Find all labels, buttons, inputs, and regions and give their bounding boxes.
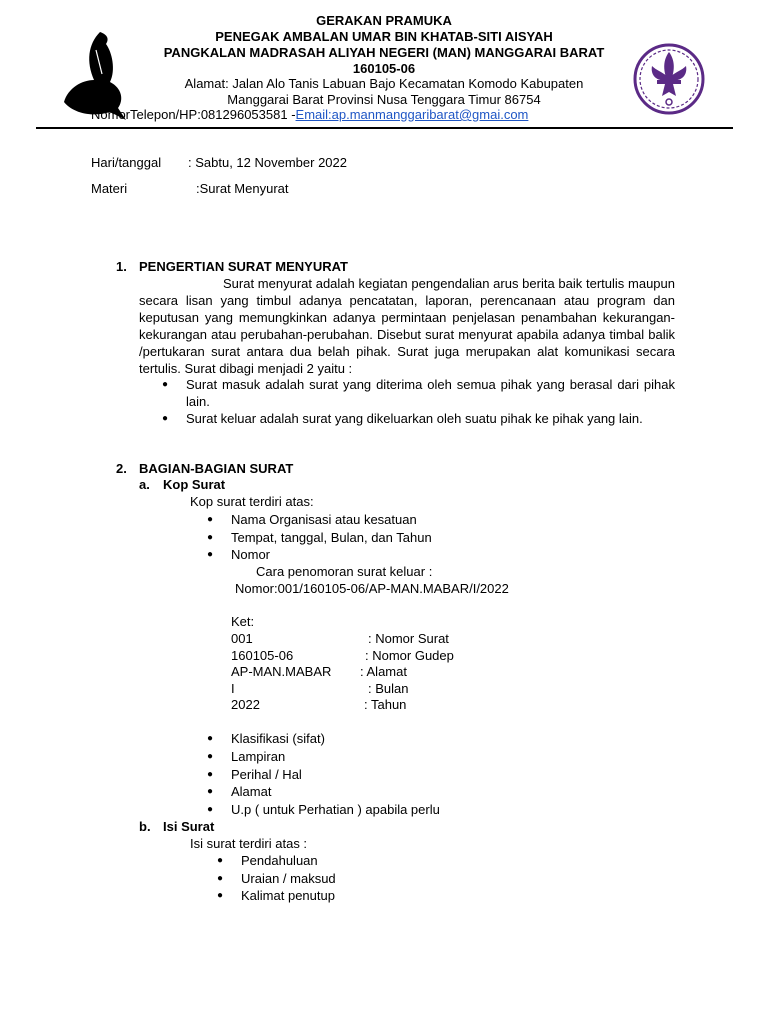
bullet-icon: ● — [217, 873, 224, 884]
ket-key-4: I — [231, 681, 235, 696]
ket-value-5: : Tahun — [364, 697, 407, 712]
date-value: : Sabtu, 12 November 2022 — [188, 155, 347, 170]
ket-key-1: 001 — [231, 631, 253, 646]
header-address-1: Alamat: Jalan Alo Tanis Labuan Bajo Kecamatan Komodo Kabupaten — [184, 76, 584, 91]
bullet-icon: ● — [207, 786, 214, 797]
numbering-example: Nomor:001/160105-06/AP-MAN.MABAR/I/2022 — [235, 581, 509, 596]
kop-item-6: Perihal / Hal — [231, 767, 302, 782]
topic-value: :Surat Menyurat — [196, 181, 289, 196]
header-code: 160105-06 — [352, 61, 416, 76]
isi-item-2: Uraian / maksud — [241, 871, 336, 886]
bullet-icon: ● — [162, 413, 169, 424]
bullet-icon: ● — [207, 751, 214, 762]
subsection-a-title: Kop Surat — [163, 477, 226, 492]
kop-item-3: Nomor — [231, 547, 271, 562]
section1-bullet-1: Surat masuk adalah surat yang diterima oleh semua pihak yang berasal dari pihak lain. — [186, 377, 675, 409]
bullet-icon: ● — [207, 733, 214, 744]
bullet-icon: ● — [207, 769, 214, 780]
bullet-icon: ● — [217, 890, 224, 901]
kop-item-2: Tempat, tanggal, Bulan, dan Tahun — [231, 530, 432, 545]
isi-intro: Isi surat terdiri atas : — [190, 836, 308, 851]
header-phone: NomorTelepon/HP:081296053581 - — [91, 107, 296, 122]
topic-label: Materi — [91, 181, 128, 196]
isi-item-1: Pendahuluan — [241, 853, 318, 868]
ket-key-3: AP-MAN.MABAR — [231, 664, 332, 679]
subsection-a-letter: a. — [139, 477, 150, 492]
header-org: GERAKAN PRAMUKA — [316, 13, 452, 28]
kop-intro: Kop surat terdiri atas: — [190, 494, 314, 509]
header-address-2: Manggarai Barat Provinsi Nusa Tenggara Timur 86754 — [227, 92, 541, 107]
isi-item-3: Kalimat penutup — [241, 888, 335, 903]
header-contact — [91, 106, 528, 123]
ket-label: Ket: — [231, 614, 255, 629]
ket-key-2: 160105-06 — [231, 648, 294, 663]
header-base: PANGKALAN MADRASAH ALIYAH NEGERI (MAN) MANGGARAI BARAT — [163, 45, 605, 60]
header-email-link[interactable]: Email:ap.manmanggaribarat@gmai.com — [295, 107, 529, 122]
date-label: Hari/tanggal — [91, 155, 162, 170]
section2-title: BAGIAN-BAGIAN SURAT — [139, 461, 294, 476]
section1-bullet-2: Surat keluar adalah surat yang dikeluarkan oleh suatu pihak ke pihak yang lain. — [186, 411, 643, 426]
kop-item-1: Nama Organisasi atau kesatuan — [231, 512, 417, 527]
section1-number: 1. — [116, 259, 127, 274]
bullet-icon: ● — [162, 379, 169, 390]
bullet-icon: ● — [207, 549, 214, 560]
ket-key-5: 2022 — [231, 697, 260, 712]
header-unit: PENEGAK AMBALAN UMAR BIN KHATAB-SITI AISYAH — [215, 29, 553, 44]
bullet-icon: ● — [207, 514, 214, 525]
section1-title: PENGERTIAN SURAT MENYURAT — [139, 259, 348, 274]
ket-value-4: : Bulan — [368, 681, 409, 696]
subsection-b-title: Isi Surat — [163, 819, 215, 834]
header-divider — [36, 127, 733, 129]
kop-item-8: U.p ( untuk Perhatian ) apabila perlu — [231, 802, 440, 817]
ket-value-3: : Alamat — [360, 664, 407, 679]
kop-item-7: Alamat — [231, 784, 272, 799]
bullet-icon: ● — [207, 804, 214, 815]
kop-item-5: Lampiran — [231, 749, 286, 764]
kop-item-4: Klasifikasi (sifat) — [231, 731, 325, 746]
section1-paragraph: Surat menyurat adalah kegiatan pengendalian arus berita baik tertulis maupun secara lisan yang timbul adanya pencatatan, laporan, perencanaan atau program dan keputusan yang memungkinkan adanya permintaan penjelasan penambahan kekurangan-kekurangan atau perubahan-perubahan. Disebut surat menyurat apabila adanya timbal balik /pertukaran surat antara dua belah pihak. Surat juga merupakan alat komunikasi secara tertulis. Surat dibagi menjadi 2 yaitu : — [139, 276, 675, 376]
ket-value-1: : Nomor Surat — [368, 631, 449, 646]
subsection-b-letter: b. — [139, 819, 151, 834]
section2-number: 2. — [116, 461, 127, 476]
ket-value-2: : Nomor Gudep — [365, 648, 454, 663]
bullet-icon: ● — [207, 532, 214, 543]
numbering-intro: Cara penomoran surat keluar : — [256, 564, 433, 579]
bullet-icon: ● — [217, 855, 224, 866]
